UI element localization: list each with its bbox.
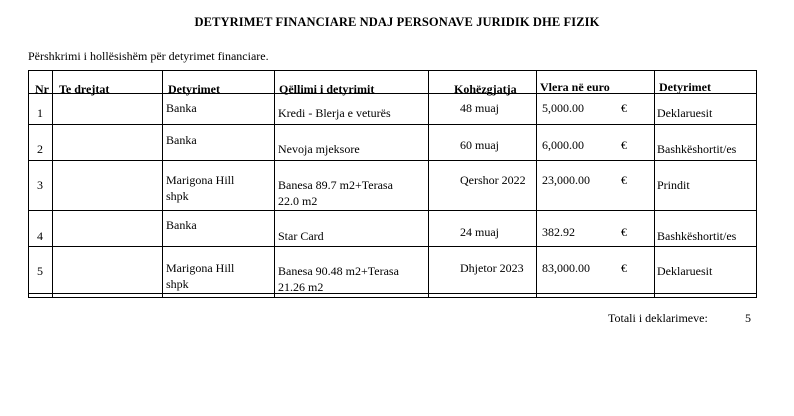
- row-qellimi: Kredi - Blerja e veturës: [278, 106, 391, 120]
- totals-label: Totali i deklarimeve:: [608, 311, 708, 325]
- row-nr: 1: [37, 106, 43, 120]
- column-divider: [654, 71, 655, 297]
- row-detyrimet: Banka: [166, 133, 197, 147]
- obligations-table: [28, 70, 757, 298]
- euro-icon: €: [621, 173, 627, 187]
- header-vlera: Vlera në euro: [540, 80, 610, 94]
- row-vlera: 382.92: [542, 225, 575, 239]
- row-detyrimet: Marigona Hill: [166, 261, 235, 275]
- row-nr: 5: [37, 264, 43, 278]
- row-detyrimet-2: Prindit: [657, 178, 690, 192]
- row-vlera: 5,000.00: [542, 101, 584, 115]
- row-detyrimet-2: Bashkëshortit/es: [657, 229, 737, 243]
- row-detyrimet-2: Deklaruesit: [657, 106, 713, 120]
- document-subtitle: Përshkrimi i hollësishëm për detyrimet financiare.: [28, 49, 269, 63]
- totals-value: 5: [745, 311, 751, 325]
- row-detyrimet: Marigona Hill: [166, 173, 235, 187]
- row-detyrimet-line2: shpk: [166, 277, 189, 291]
- euro-icon: €: [621, 225, 627, 239]
- row-qellimi: Nevoja mjeksore: [278, 142, 360, 156]
- column-divider: [428, 71, 429, 297]
- row-kohezgjatja: Dhjetor 2023: [460, 261, 524, 275]
- row-kohezgjatja: Qershor 2022: [460, 173, 526, 187]
- euro-icon: €: [621, 138, 627, 152]
- header-nr: Nr: [35, 82, 49, 96]
- row-divider: [29, 210, 756, 211]
- row-vlera: 23,000.00: [542, 173, 590, 187]
- column-divider: [162, 71, 163, 297]
- row-nr: 3: [37, 178, 43, 192]
- row-qellimi-line2: 22.0 m2: [278, 194, 318, 208]
- row-detyrimet: Banka: [166, 101, 197, 115]
- row-detyrimet-2: Bashkëshortit/es: [657, 142, 737, 156]
- row-divider: [29, 293, 756, 294]
- euro-icon: €: [621, 261, 627, 275]
- row-divider: [29, 246, 756, 247]
- euro-icon: €: [621, 101, 627, 115]
- row-qellimi: Star Card: [278, 229, 324, 243]
- row-divider: [29, 160, 756, 161]
- row-kohezgjatja: 48 muaj: [460, 101, 499, 115]
- header-qellimi: Qëllimi i detyrimit: [279, 82, 375, 96]
- column-divider: [52, 71, 53, 297]
- row-qellimi-line2: 21.26 m2: [278, 280, 324, 294]
- row-divider: [29, 93, 756, 94]
- row-nr: 2: [37, 142, 43, 156]
- row-detyrimet-line2: shpk: [166, 189, 189, 203]
- row-qellimi: Banesa 89.7 m2+Terasa: [278, 178, 393, 192]
- column-divider: [274, 71, 275, 297]
- row-qellimi: Banesa 90.48 m2+Terasa: [278, 264, 399, 278]
- header-kohezgjatja: Kohëzgjatja: [454, 82, 517, 96]
- row-kohezgjatja: 24 muaj: [460, 225, 499, 239]
- row-kohezgjatja: 60 muaj: [460, 138, 499, 152]
- header-detyrimet: Detyrimet: [168, 82, 220, 96]
- row-vlera: 83,000.00: [542, 261, 590, 275]
- header-te-drejtat: Te drejtat: [59, 82, 110, 96]
- document-title: DETYRIMET FINANCIARE NDAJ PERSONAVE JURIDIK DHE FIZIK: [194, 15, 600, 29]
- row-divider: [29, 124, 756, 125]
- row-detyrimet: Banka: [166, 218, 197, 232]
- row-detyrimet-2: Deklaruesit: [657, 264, 713, 278]
- column-divider: [536, 71, 537, 297]
- row-nr: 4: [37, 229, 43, 243]
- header-detyrimet-2: Detyrimet: [659, 80, 711, 94]
- row-vlera: 6,000.00: [542, 138, 584, 152]
